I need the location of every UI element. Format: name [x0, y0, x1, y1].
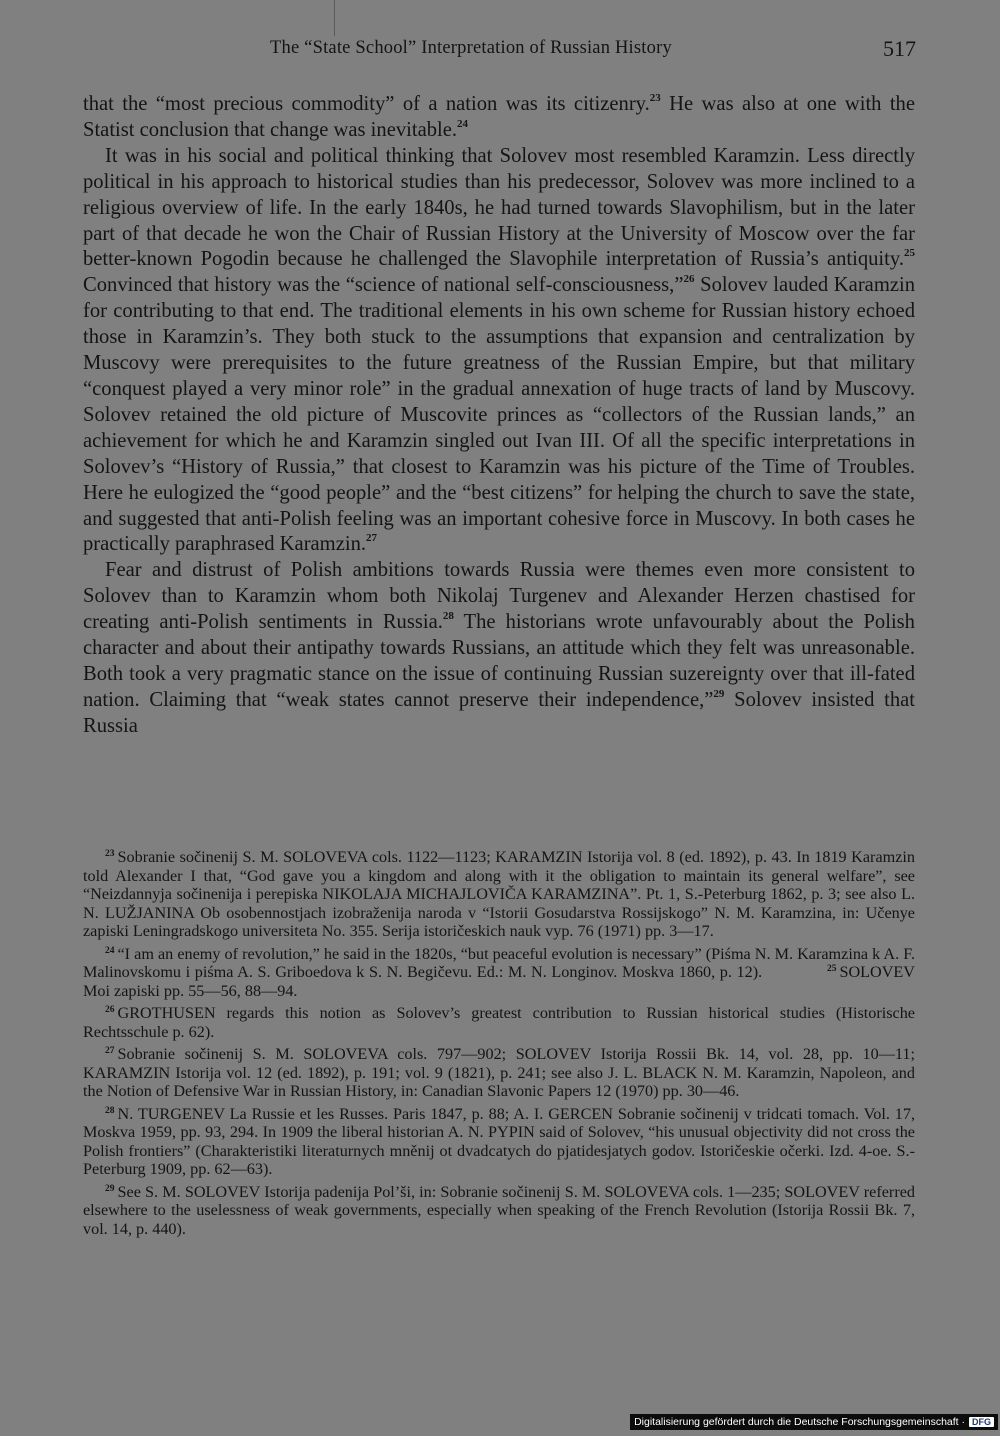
footnote-number: 26 — [105, 1005, 115, 1015]
footnote-23 — [83, 848, 915, 941]
footnote-ref-24[interactable]: 24 — [457, 117, 469, 130]
footnote-27 — [83, 1045, 915, 1101]
footnote-number: 23 — [105, 849, 115, 859]
page-number: 517 — [883, 36, 916, 61]
footnote-text: GROTHUSEN regards this notion as Solovev’s greatest contribution to Russian historical studies (Historische Rechtsschule p. 62). — [83, 1004, 915, 1041]
footnote-number: 25 — [826, 964, 837, 974]
paragraph-text: that the “most precious commodity” of a nation was its citizenry. — [83, 93, 650, 115]
binding-mark — [334, 0, 335, 36]
footnote-text: See S. M. SOLOVEV Istorija padenija Pol’ši, in: Sobranie sočinenij S. M. SOLOVEVA cols. 1—235; SOLOVEV referred elsewhere to the uselessness of weak governments, especially when speaking of the French Revolution (Istorija Rossii Bk. 7, vol. 14, p. 440). — [83, 1182, 915, 1238]
footnote-29 — [83, 1183, 915, 1239]
footnotes — [83, 848, 915, 1242]
footnote-text: Sobranie sočinenij S. M. SOLOVEVA cols. 1122—1123; KARAMZIN Istorija vol. 8 (ed. 1892), p. 43. In 1819 Karamzin told Alexander I that, “God gave you a kingdom and along with it the obligation to maintain its general welfare”, see “Neizdannyja sočinenija i perepiska NIKOLAJA MICHAJLOVIČA KARAMZINA”. Pt. 1, S.-Peterburg 1862, p. 3; see also L. N. LUŽJANINA Ob osobennostjach izobraženija naroda v “Istorii Gosudarstva Rossijskogo” N. M. Karamzina, in: Učenye zapiski Leningradskogo universiteta No. 355. Serija istoričeskich nauk vyp. 76 (1971) pp. 3—17. — [83, 848, 915, 940]
paragraph-text: Convinced that history was the “science of national self-consciousness,” — [83, 274, 684, 297]
footnote-ref-25[interactable]: 25 — [904, 247, 915, 260]
footnote-ref-23[interactable]: 23 — [649, 92, 661, 104]
paragraph-text: It was in his social and political thinking that Solovev most resembled Karamzin. Less directly political in his approach to historical studies than his predecessor, Solovev was more inclined to a religious overview of life. In the early 1840s, he had turned towards Slavophilism, but in the later part of that decade he won the Chair of Russian History at the University of Moscow over the far better-known Pogodin because he challenged the Slavophile interpretation of Russia’s antiquity. — [83, 144, 915, 271]
dfg-logo-icon: DFG — [969, 1417, 994, 1427]
footnote-text: “I am an enemy of revolution,” he said in the 1820s, “but peaceful evolution is necessary” (Piśma N. M. Karamzina k A. F. Malinovskomu i piśma A. S. Griboedova k S. N. Begičevu. Ed.: M. N. Longinov. Moskva 1860, p. 12). — [83, 944, 915, 981]
footnote-text: Sobranie sočinenij S. M. SOLOVEVA cols. 797—902; SOLOVEV Istorija Rossii Bk. 14, vol. 28, pp. 10—11; KARAMZIN Istorija vol. 12 (ed. 1892), p. 191; vol. 9 (1821), p. 241; see also J. L. BLACK N. M. Karamzin, Napoleon, and the Notion of Defensive War in Russian History, in: Canadian Slavonic Papers 12 (1970) pp. 30—46. — [83, 1045, 915, 1100]
footnote-number: 27 — [105, 1046, 115, 1056]
paragraph-text: Solovev lauded Karamzin for contributing to that end. The traditional elements in his own scheme for Russian history echoed those in Karamzin’s. They both stuck to the assumptions that expansion and centralization by Muscovy were prerequisites to the future greatness of the Russian Empire, but that military “conquest played a very minor role” in the gradual annexation of huge tracts of land by Muscovy. Solovev retained the old picture of Muscovite princes as “collectors of the Russian lands,” an achievement for which he and Karamzin singled out Ivan III. Of all the specific interpretations in Solovev’s “History of Russia,” that closest to Karamzin was his picture of the Time of Troubles. Here he eulogized the “good people” and the “best citizens” for helping the church to save the state, and suggested that anti-Polish feeling was an important cohesive force in Muscovy. In both cases he practically paraphrased Karamzin. — [83, 274, 915, 556]
footnote-text: N. TURGENEV La Russie et les Russes. Paris 1847, p. 88; A. I. GERCEN Sobranie sočinenij v tridcati tomach. Vol. 17, Moskva 1959, pp. 93, 294. In 1909 the liberal historian A. N. PYPIN said of Solovev, “his unusual objectivity did not cross the Polish frontiers” (Charakteristiki literaturnych mněnij ot dvadcatych do pjatidesjatych godov. Istoričeskie očerki. Izd. 4-oe. S.-Peterburg 1909, pp. 62—63). — [83, 1104, 915, 1178]
footnote-26 — [83, 1004, 915, 1041]
footnote-ref-26[interactable]: 26 — [683, 273, 695, 286]
body-text — [83, 92, 915, 740]
paragraph-text: Fear and distrust of Polish ambitions towards Russia were themes even more consistent to Solovev than to Karamzin whom both Nikolaj Turgenev and Alexander Herzen chastised for creating anti-Polish sentiments in Russia. — [83, 559, 915, 634]
footnote-24 — [83, 945, 915, 1001]
funding-credit — [630, 1414, 998, 1430]
running-title: The “State School” Interpretation of Russian History — [270, 38, 672, 58]
paragraph-3 — [83, 558, 915, 739]
footnote-28 — [83, 1105, 915, 1179]
credit-text: Digitalisierung gefördert durch die Deutsche Forschungsgemeinschaft · — [634, 1416, 965, 1428]
footnote-ref-29[interactable]: 29 — [713, 687, 725, 700]
paragraph-1 — [83, 92, 915, 144]
paragraph-text: He was also at one with the Statist conclusion that change was inevitable. — [83, 93, 915, 141]
footnote-ref-27[interactable]: 27 — [366, 532, 378, 545]
footnote-number: 29 — [105, 1183, 115, 1194]
footnote-number: 24 — [105, 945, 115, 956]
paragraph-text: Solovev insisted that Russia — [83, 688, 915, 737]
footnote-number: 28 — [105, 1105, 115, 1116]
footnote-text: SOLOVEV Moi zapiski pp. 55—56, 88—94. — [83, 963, 915, 1000]
paragraph-text: The historians wrote unfavourably about the Polish character and about their antipathy towards Russians, an attitude which they felt was unreasonable. Both took a very pragmatic stance on the issue of continuing Russian suzereignty over that ill-fated nation. Claiming that “weak states cannot preserve their independence,” — [83, 611, 915, 711]
footnote-ref-28[interactable]: 28 — [442, 610, 454, 623]
paragraph-2 — [83, 144, 915, 559]
